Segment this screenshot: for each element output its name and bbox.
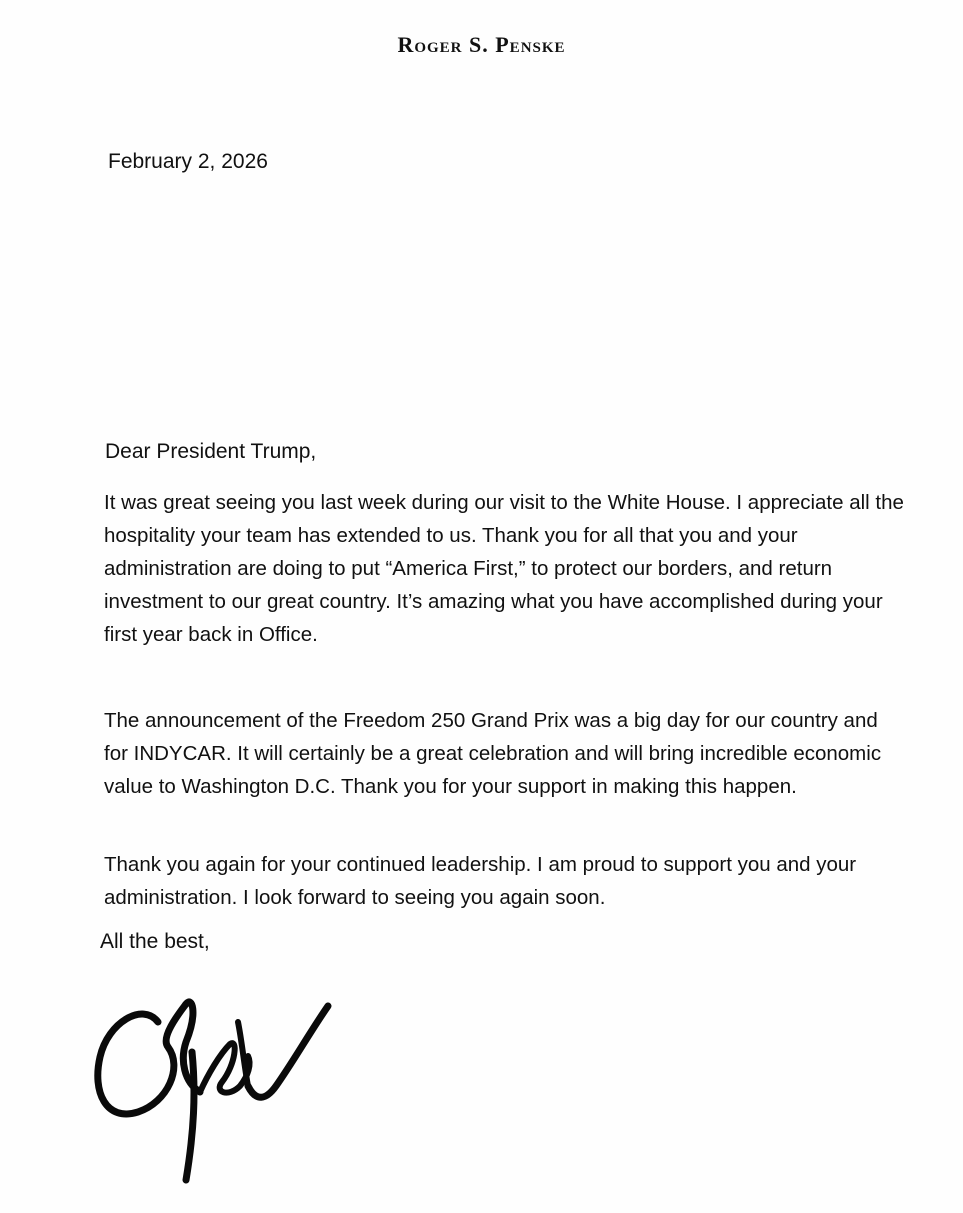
salutation: Dear President Trump, [105,440,317,463]
body-paragraph-2: The announcement of the Freedom 250 Grand Prix was a big day for our country and for INDYCAR. It will certainly be a great celebration and will bring incredible economic value to Washington D.C. Thank you for your support in making this happen. [104,709,882,798]
body-paragraph-1: It was great seeing you last week during our visit to the White House. I appreciate all the hospitality your team has extended to us. Thank you for all that you and your administration are doing to put “America First,” to protect our borders, and return investment to our great country. It’s amazing what you have accomplished during your first year back in Office. [104,491,904,646]
body-paragraph-3: Thank you again for your continued leadership. I am proud to support you and your administration. I look forward to seeing you again soon. [104,853,857,909]
closing: All the best, [100,930,210,953]
letter-date: February 2, 2026 [108,150,268,173]
letterhead-name: Roger S. Penske [397,32,566,57]
signature-icon [88,982,348,1192]
